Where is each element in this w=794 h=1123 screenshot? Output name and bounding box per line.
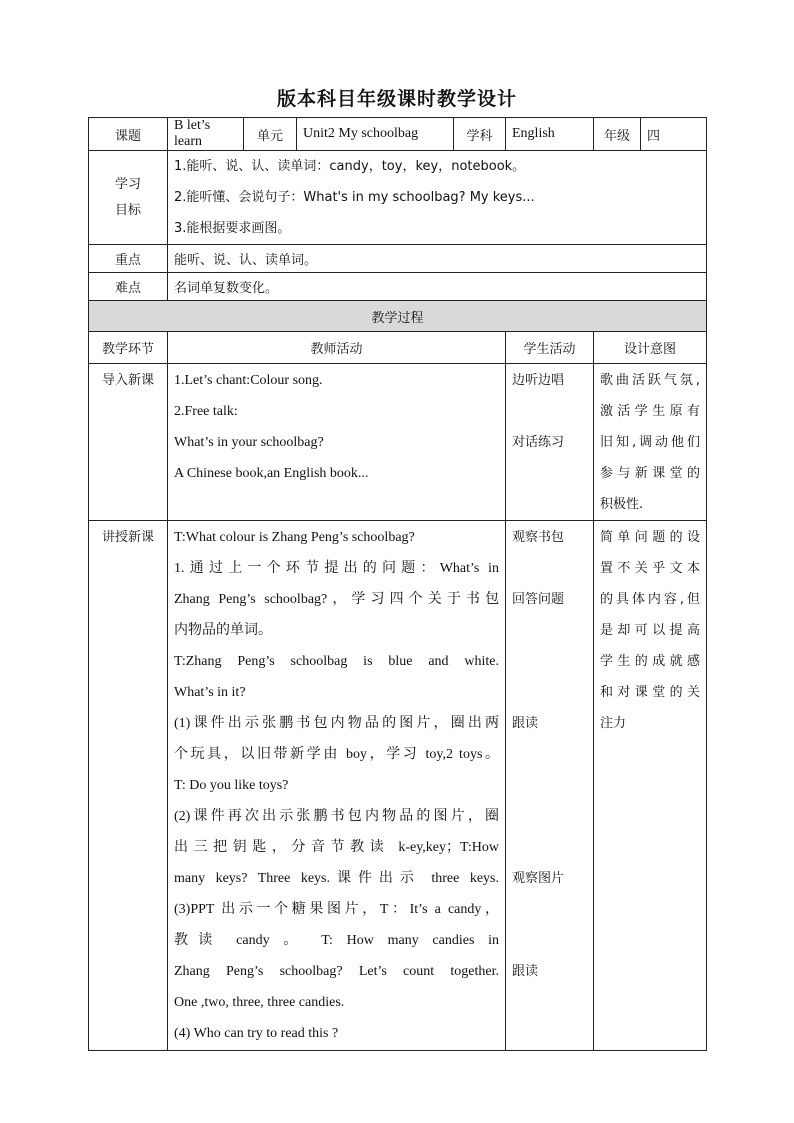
student-line: 观察书包	[512, 530, 565, 545]
student-spacer	[512, 925, 587, 956]
teacher-line: T:Zhang Peng’s schoolbag is blue and white.	[174, 654, 499, 669]
student-activity-new-lesson	[506, 521, 594, 1051]
key-points-label: 重点	[89, 245, 168, 273]
process-header: 教学过程	[89, 301, 707, 332]
process-header-row	[89, 301, 707, 332]
difficulties-value: 名词单复数变化。	[168, 273, 707, 301]
student-spacer	[512, 615, 587, 646]
objectives-label-line: 目标	[114, 202, 141, 218]
teacher-line: Zhang Peng’s schoolbag?，学习四个关于书包	[174, 592, 499, 607]
info-row	[89, 118, 707, 151]
design-line: 旧知,调动他们	[600, 435, 700, 450]
design-line: 的具体内容,但	[600, 592, 700, 607]
student-spacer	[512, 396, 587, 427]
subject-value: English	[506, 118, 594, 151]
column-header-row	[89, 332, 707, 364]
teacher-line: 个玩具，以旧带新学由 boy，学习 toy,2 toys。	[174, 747, 499, 762]
intro-row	[89, 364, 707, 521]
teacher-line: 内物品的单词。	[174, 623, 272, 638]
objective-item: 3.能根据要求画图。	[174, 221, 291, 236]
objectives-content	[168, 151, 707, 245]
unit-label: 单元	[244, 118, 297, 151]
design-line: 注力	[600, 716, 627, 731]
column-header-design: 设计意图	[594, 332, 707, 364]
new-lesson-row	[89, 521, 707, 1051]
student-spacer	[512, 677, 587, 708]
teacher-line: 1.Let’s chant:Colour song.	[174, 373, 323, 388]
student-line: 跟读	[512, 716, 539, 731]
student-line: 回答问题	[512, 592, 565, 607]
stage-intro: 导入新课	[89, 364, 168, 521]
objectives-label	[89, 151, 168, 245]
difficulties-label: 难点	[89, 273, 168, 301]
teacher-line: (2)课件再次出示张鹏书包内物品的图片，圈	[174, 809, 499, 824]
teacher-line: One ,two, three, three candies.	[174, 995, 345, 1010]
teacher-activity-intro	[168, 364, 506, 521]
teacher-line: T:What colour is Zhang Peng’s schoolbag?	[174, 530, 415, 545]
design-line: 学生的成就感	[600, 654, 700, 669]
teacher-line: What’s in your schoolbag?	[174, 435, 324, 450]
design-line: 积极性.	[600, 497, 644, 512]
student-line: 对话练习	[512, 435, 565, 450]
unit-value: Unit2 My schoolbag	[297, 118, 454, 151]
grade-value: 四	[641, 118, 707, 151]
teacher-line: 教读 candy 。 T: How many candies in	[174, 933, 499, 948]
column-header-student: 学生活动	[506, 332, 594, 364]
design-intent-intro	[594, 364, 707, 521]
student-line: 边听边唱	[512, 373, 565, 388]
design-line: 置不关乎文本	[600, 561, 700, 576]
design-line: 和对课堂的关	[600, 685, 700, 700]
design-intent-new-lesson	[594, 521, 707, 1051]
teacher-line: What’s in it?	[174, 685, 246, 700]
objective-item: 2.能听懂、会说句子：What's in my schoolbag? My keys...	[174, 190, 535, 205]
stage-new-lesson: 讲授新课	[89, 521, 168, 1051]
teacher-line: 2.Free talk:	[174, 404, 238, 419]
student-activity-intro	[506, 364, 594, 521]
key-points-value: 能听、说、认、读单词。	[168, 245, 707, 273]
topic-value: B let’s learn	[168, 118, 244, 151]
topic-label: 课题	[89, 118, 168, 151]
key-points-row	[89, 245, 707, 273]
design-line: 激活学生原有	[600, 404, 700, 419]
student-spacer	[512, 646, 587, 677]
teacher-line: A Chinese book,an English book...	[174, 466, 369, 481]
student-line: 观察图片	[512, 871, 565, 886]
document-title: 版本科目年级课时教学设计	[276, 88, 517, 110]
objective-item: 1.能听、说、认、读单词：candy，toy，key，notebook。	[174, 159, 526, 174]
student-spacer	[512, 894, 587, 925]
teacher-line: 出三把钥匙，分音节教读 k-ey,key；T:How	[174, 840, 499, 855]
lesson-plan-table	[88, 117, 707, 1051]
grade-label: 年级	[594, 118, 641, 151]
design-line: 参与新课堂的	[600, 466, 700, 481]
column-header-teacher: 教师活动	[168, 332, 506, 364]
teacher-line: T: Do you like toys?	[174, 778, 289, 793]
objectives-label-line: 学习	[114, 176, 141, 192]
teacher-line: (1)课件出示张鹏书包内物品的图片，圈出两	[174, 716, 499, 731]
design-line: 简单问题的设	[600, 530, 700, 545]
objectives-row	[89, 151, 707, 245]
teacher-line: Zhang Peng’s schoolbag? Let’s count together.	[174, 964, 499, 979]
teacher-line: (3)PPT 出示一个糖果图片，T：It’s a candy，	[174, 902, 499, 917]
student-line: 跟读	[512, 964, 539, 979]
student-spacer	[512, 739, 587, 770]
teacher-line: 1.通过上一个环节提出的问题：What’s in	[174, 561, 499, 576]
teacher-line: (4) Who can try to read this ?	[174, 1026, 339, 1041]
teacher-activity-new-lesson	[168, 521, 506, 1051]
design-line: 是却可以提高	[600, 623, 700, 638]
subject-label: 学科	[454, 118, 506, 151]
student-spacer	[512, 553, 587, 584]
student-spacer	[512, 801, 587, 832]
design-line: 歌曲活跃气氛,	[600, 373, 700, 388]
difficulties-row	[89, 273, 707, 301]
column-header-stage: 教学环节	[89, 332, 168, 364]
student-spacer	[512, 770, 587, 801]
teacher-line: many keys? Three keys.课件出示 three keys.	[174, 871, 499, 886]
student-spacer	[512, 832, 587, 863]
